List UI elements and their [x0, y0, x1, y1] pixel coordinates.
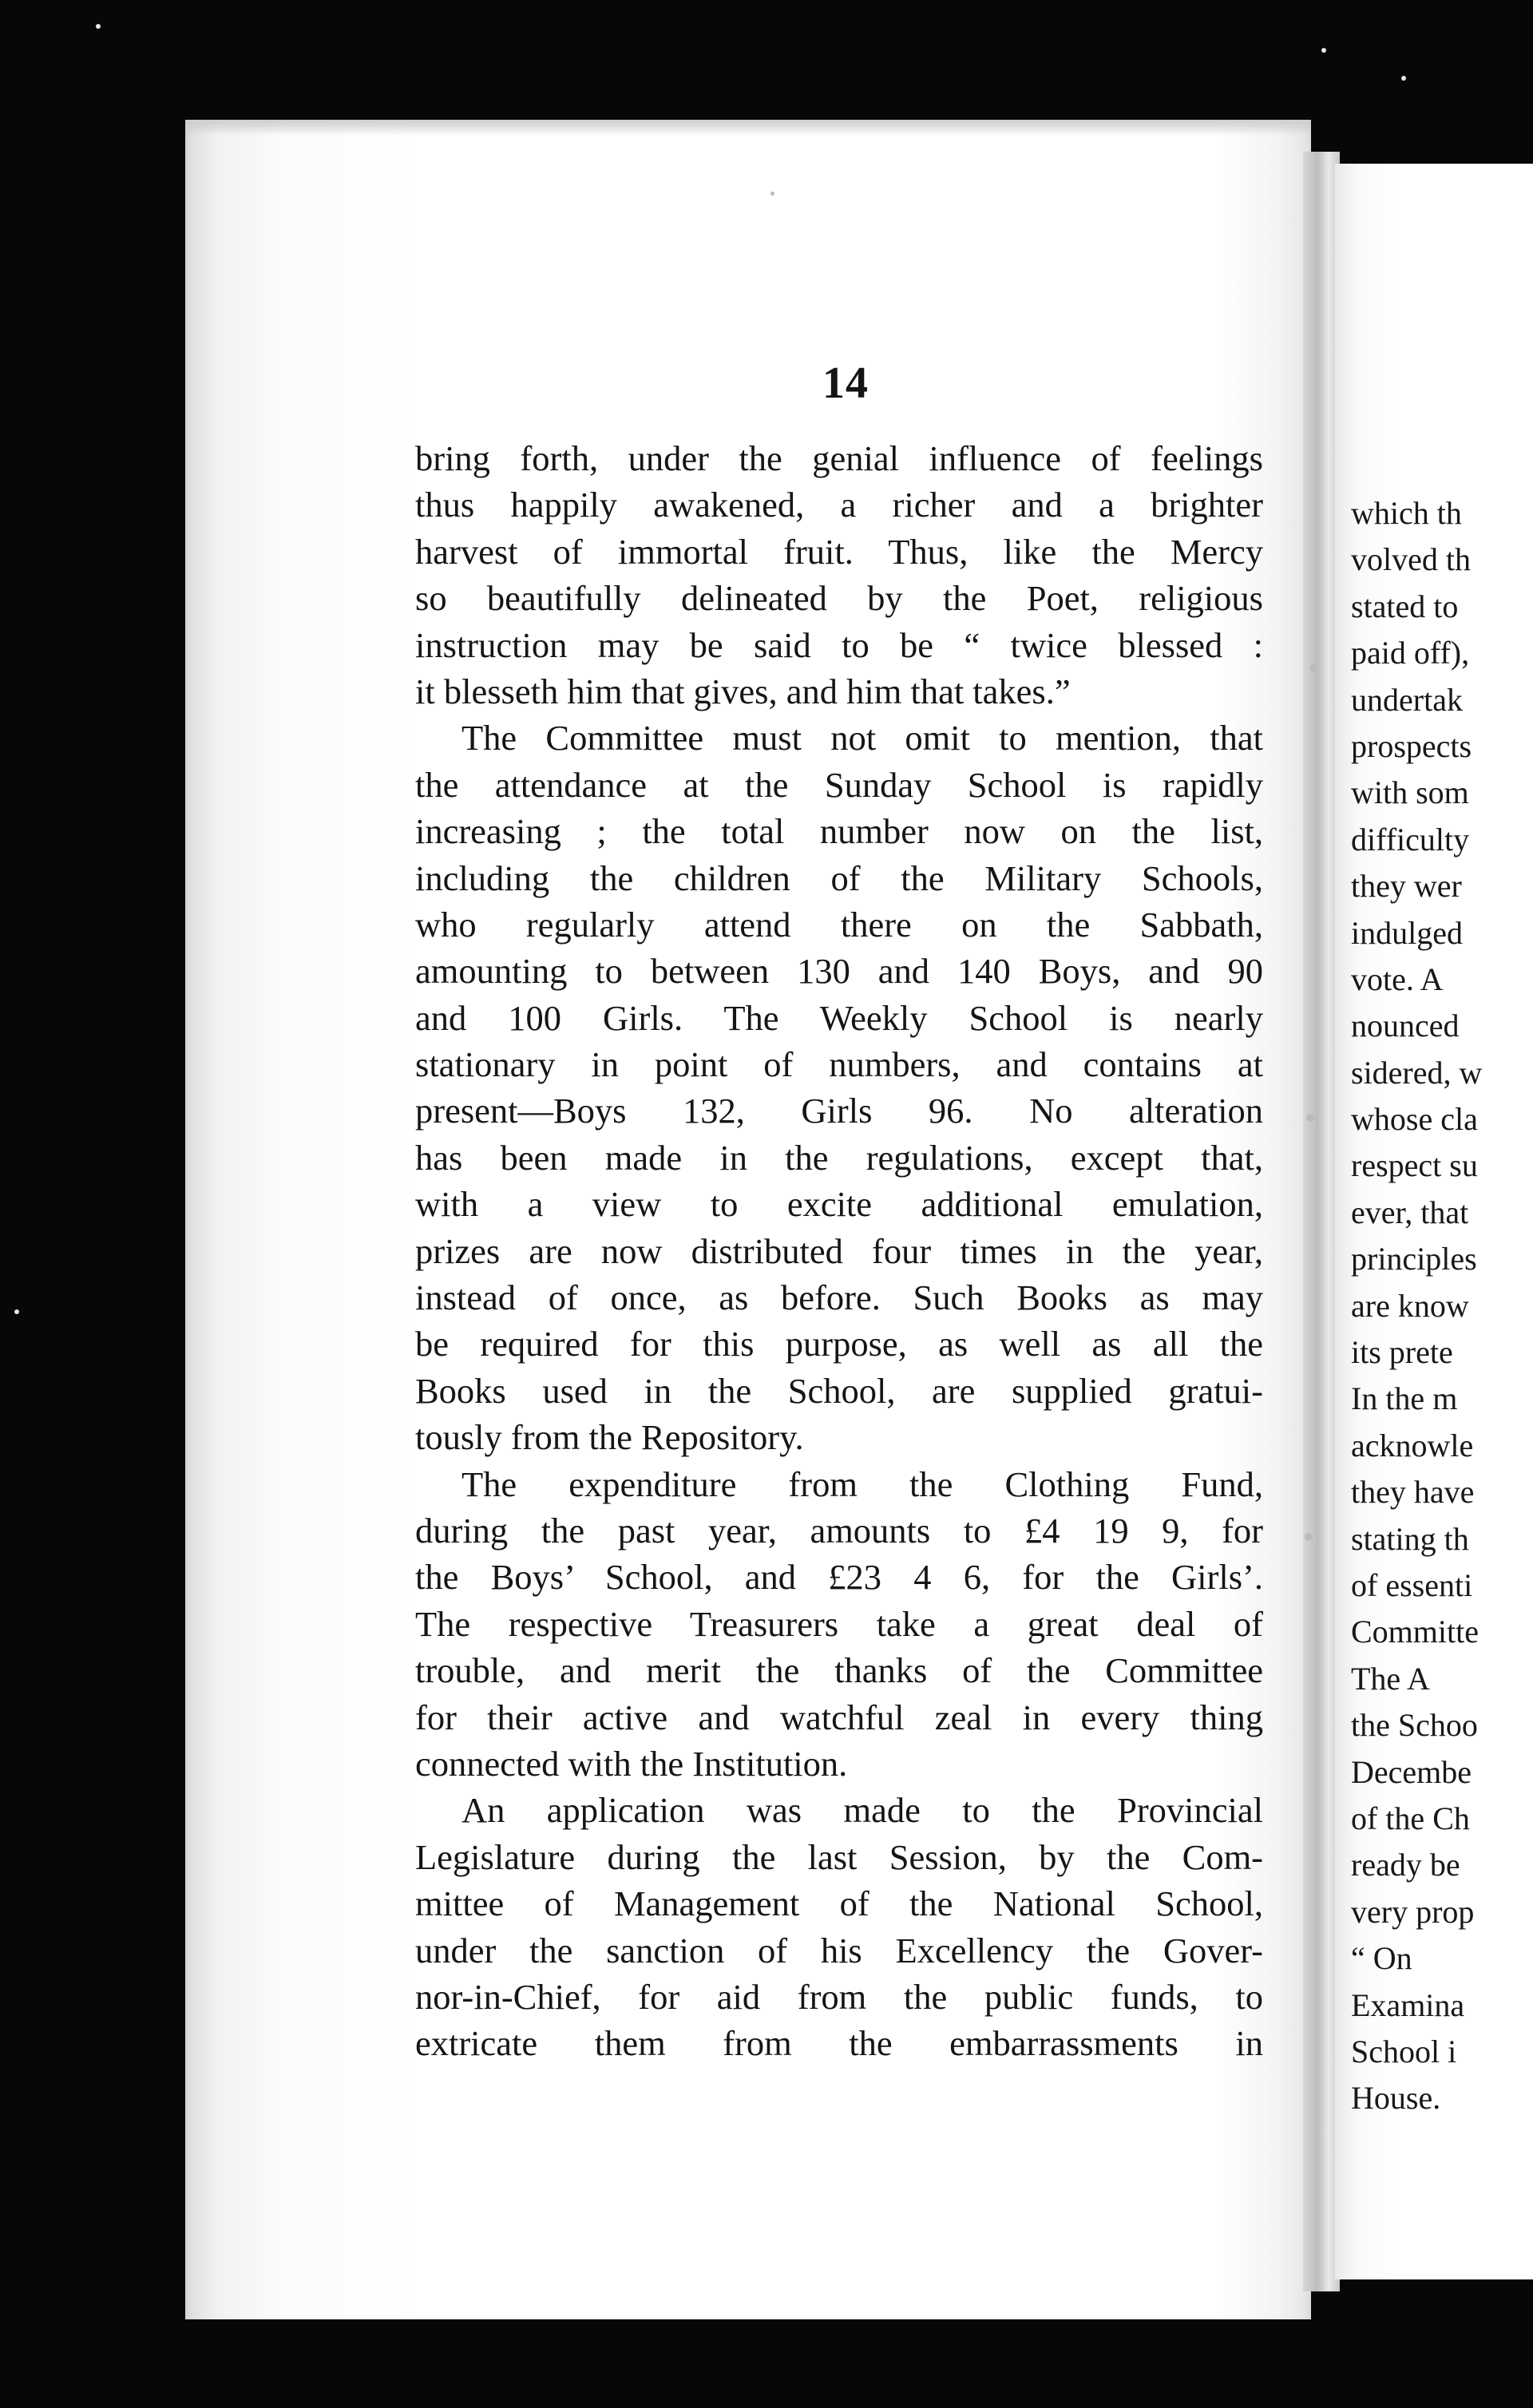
- text-line: instead of once, as before. Such Books as may: [415, 1277, 1263, 1318]
- next-page-text-line: The A: [1351, 1660, 1430, 1697]
- text-line: trouble, and merit the thanks of the Committee: [415, 1650, 1263, 1691]
- next-page-text-line: Committe: [1351, 1614, 1479, 1650]
- page-top-edge: [185, 120, 1311, 136]
- text-line: instruction may be said to be “ twice blessed :: [415, 624, 1263, 665]
- text-line: harvest of immortal fruit. Thus, like the Mercy: [415, 531, 1263, 572]
- next-page-text-line: School i: [1351, 2033, 1457, 2069]
- text-line: for their active and watchful zeal in every thing: [415, 1697, 1263, 1737]
- text-line: amounting to between 130 and 140 Boys, and 90: [415, 951, 1263, 992]
- next-page-text-line: Decembe: [1351, 1753, 1472, 1790]
- next-page-text-line: which th: [1351, 495, 1462, 531]
- text-line: during the past year, amounts to £4 19 9, for: [415, 1510, 1263, 1551]
- next-page-text-line: they have: [1351, 1474, 1475, 1511]
- next-page-text-line: with som: [1351, 774, 1469, 811]
- text-line: stationary in point of numbers, and contains at: [415, 1044, 1263, 1085]
- text-line: mittee of Management of the National School,: [415, 1883, 1263, 1924]
- dust-speck: [14, 1309, 19, 1314]
- ink-fleck: [1306, 1114, 1314, 1122]
- next-page-text-line: “ On: [1351, 1940, 1412, 1977]
- ink-fleck: [1305, 1533, 1313, 1541]
- next-page-text-line: of the Ch: [1351, 1800, 1470, 1836]
- next-page-text-line: they wer: [1351, 868, 1462, 905]
- next-page-text-line: stated to: [1351, 588, 1459, 624]
- text-line: increasing ; the total number now on the list,: [415, 811, 1263, 852]
- text-line: bring forth, under the genial influence of feelings: [415, 438, 1263, 478]
- text-line: The expenditure from the Clothing Fund,: [461, 1463, 1263, 1504]
- text-line: thus happily awakened, a richer and a brighter: [415, 485, 1263, 525]
- text-line: under the sanction of his Excellency the Gover-: [415, 1930, 1263, 1970]
- next-page-text-line: House.: [1351, 2080, 1441, 2117]
- next-page-text-line: whose cla: [1351, 1101, 1478, 1138]
- text-line: and 100 Girls. The Weekly School is nearly: [415, 997, 1263, 1038]
- dust-speck: [1321, 48, 1326, 53]
- next-page-text-line: principles: [1351, 1241, 1477, 1277]
- dust-speck: [1401, 76, 1406, 81]
- text-line: tously from the Repository.: [415, 1417, 804, 1458]
- next-page-text-line: ever, that: [1351, 1194, 1469, 1230]
- text-line: be required for this purpose, as well as all the: [415, 1324, 1263, 1364]
- text-line: connected with the Institution.: [415, 1743, 848, 1784]
- next-page-text-line: prospects: [1351, 727, 1472, 764]
- text-line: extricate them from the embarrassments in: [415, 2023, 1263, 2064]
- next-page-text-line: indulged: [1351, 914, 1463, 951]
- text-line: it blesseth him that gives, and him that takes.”: [415, 671, 1071, 711]
- text-line: The respective Treasurers take a great deal of: [415, 1603, 1263, 1644]
- text-line: has been made in the regulations, except that,: [415, 1137, 1263, 1178]
- dust-speck: [96, 24, 101, 29]
- next-page-text-line: very prop: [1351, 1893, 1475, 1930]
- next-page-text-fragments: [1351, 490, 1533, 2122]
- next-page-text-line: of essenti: [1351, 1566, 1473, 1603]
- text-line: the Boys’ School, and £23 4 6, for the Girls’.: [415, 1557, 1263, 1598]
- next-page-text-line: acknowle: [1351, 1427, 1474, 1463]
- text-line: nor-in-Chief, for aid from the public funds, to: [415, 1976, 1263, 2017]
- next-page-text-line: vote. A: [1351, 960, 1444, 997]
- next-page-text-line: stating th: [1351, 1520, 1469, 1557]
- next-page-text-line: difficulty: [1351, 821, 1470, 857]
- next-page-text-line: respect su: [1351, 1147, 1478, 1184]
- text-line: Legislature during the last Session, by the Com-: [415, 1836, 1263, 1877]
- text-line: prizes are now distributed four times in the year,: [415, 1230, 1263, 1271]
- next-page-text-line: undertak: [1351, 681, 1463, 718]
- text-line: An application was made to the Provincial: [461, 1790, 1263, 1831]
- next-page-text-line: the Schoo: [1351, 1707, 1478, 1744]
- text-line: who regularly attend there on the Sabbath,: [415, 904, 1263, 945]
- next-page-text-line: nounced: [1351, 1008, 1460, 1044]
- next-page-text-line: volved th: [1351, 541, 1471, 578]
- text-line: present—Boys 132, Girls 96. No alteration: [415, 1091, 1263, 1131]
- next-page-text-line: sidered, w: [1351, 1054, 1483, 1091]
- page-body-text: [415, 435, 1263, 2067]
- next-page-text-line: its prete: [1351, 1334, 1453, 1371]
- next-page-text-line: paid off),: [1351, 635, 1470, 671]
- text-line: so beautifully delineated by the Poet, religious: [415, 578, 1263, 619]
- ink-fleck: [770, 192, 774, 196]
- text-line: The Committee must not omit to mention, that: [461, 718, 1263, 758]
- text-line: Books used in the School, are supplied gratui-: [415, 1370, 1263, 1411]
- next-page-text-line: are know: [1351, 1287, 1469, 1324]
- text-line: the attendance at the Sunday School is rapidly: [415, 764, 1263, 805]
- next-page-text-line: ready be: [1351, 1847, 1460, 1883]
- text-line: with a view to excite additional emulation,: [415, 1184, 1263, 1225]
- text-line: including the children of the Military Schools,: [415, 857, 1263, 898]
- ink-fleck: [1309, 664, 1317, 672]
- page-number: 14: [822, 358, 869, 408]
- next-page-text-line: In the m: [1351, 1380, 1458, 1417]
- next-page-text-line: Examina: [1351, 1986, 1465, 2023]
